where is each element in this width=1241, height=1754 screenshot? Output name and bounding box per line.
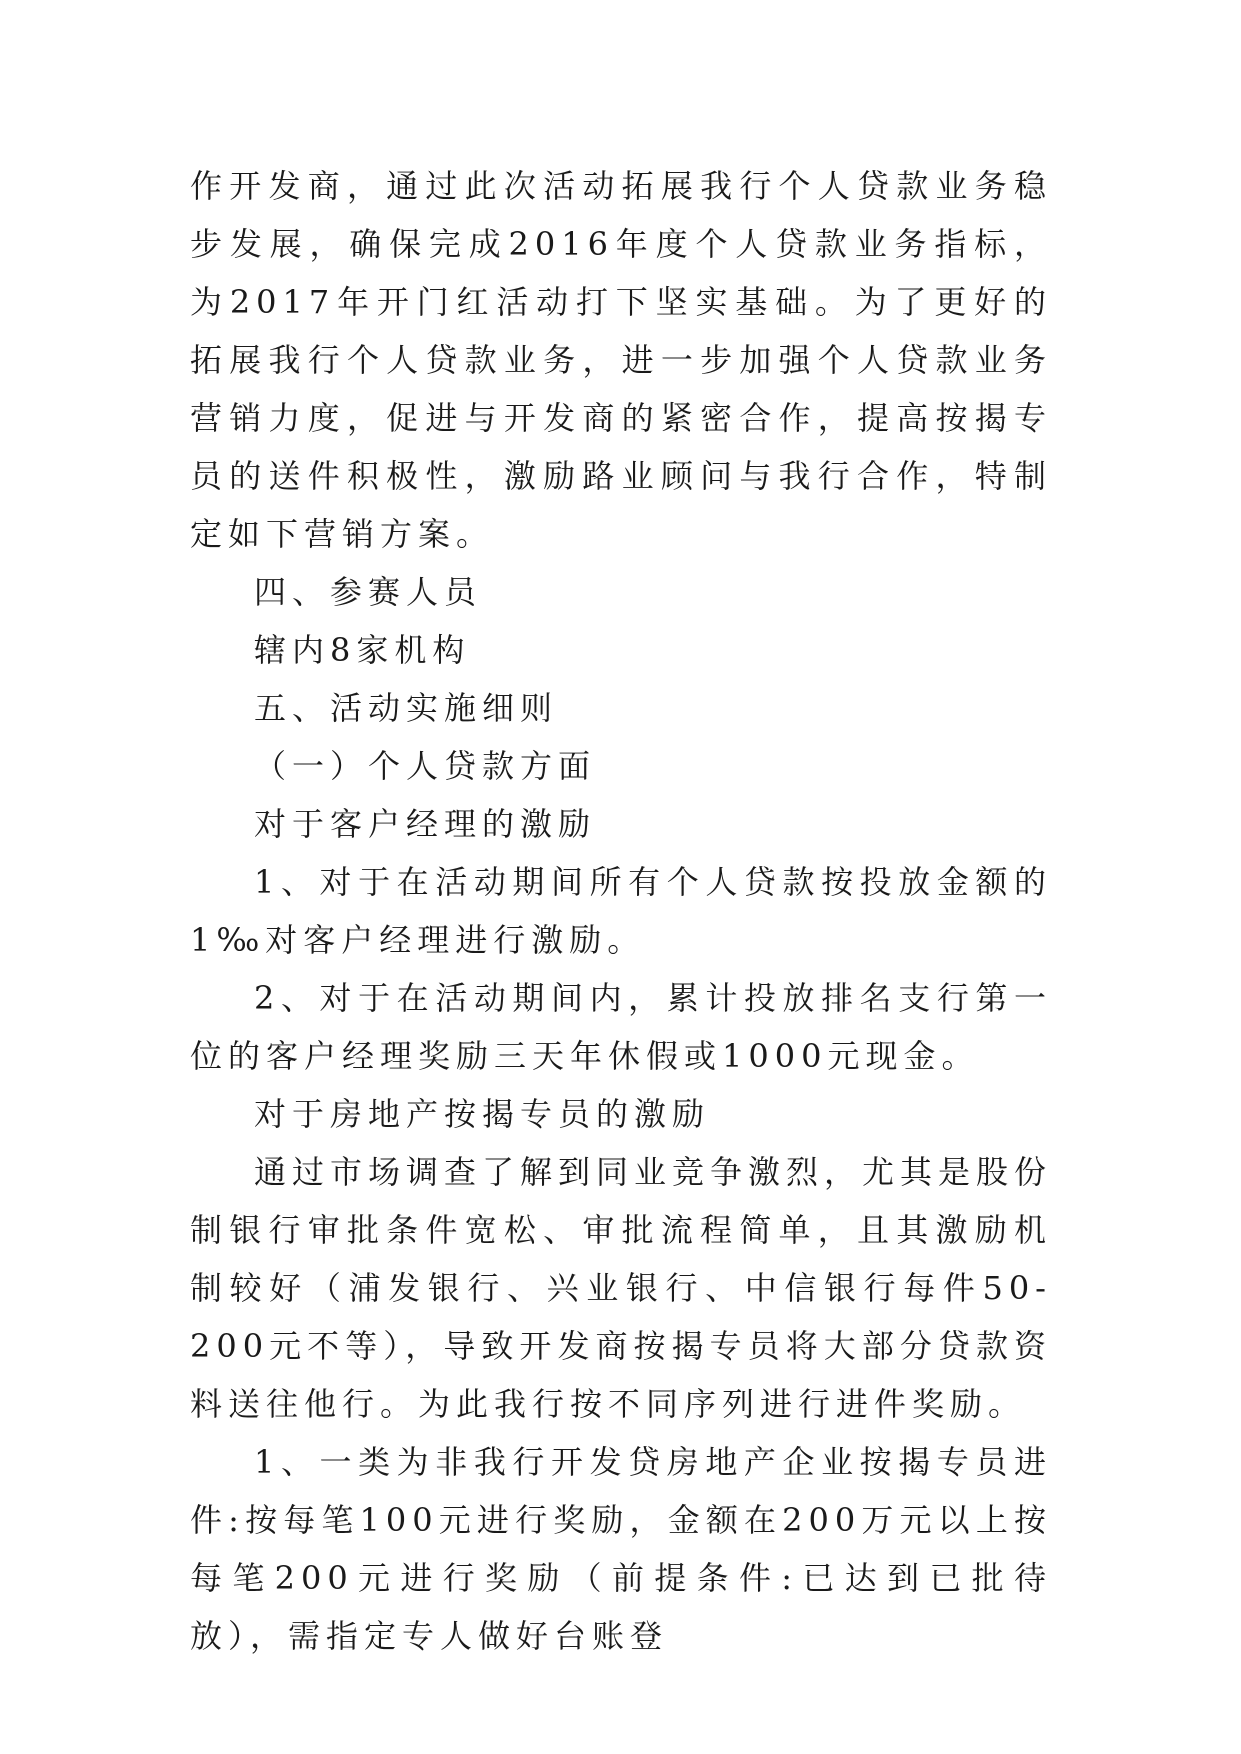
paragraph-manager-rule-1: 1、对于在活动期间所有个人贷款按投放金额的1‰对客户经理进行激励。 [190, 863, 1052, 959]
paragraph-market-research: 通过市场调查了解到同业竞争激烈，尤其是股份制银行审批条件宽松、审批流程简单，且其激励机制较好（浦发银行、兴业银行、中信银行每件50-200元不等），导致开发商按揭专员将大部分贷款资料送往他行。为此我行按不同序列进行进件奖励。 [190, 1153, 1053, 1423]
heading-implementation: 五、活动实施细则 [254, 689, 559, 727]
subheading-manager-incentive: 对于客户经理的激励 [254, 805, 597, 843]
subheading-mortgage-specialist-incentive: 对于房地产按揭专员的激励 [254, 1095, 711, 1133]
paragraph-intro: 作开发商，通过此次活动拓展我行个人贷款业务稳步发展，确保完成2016年度个人贷款业务指标，为2017年开门红活动打下坚实基础。为了更好的拓展我行个人贷款业务，进一步加强个人贷款业务营销力度，促进与开发商的紧密合作，提高按揭专员的送件积极性，激励路业顾问与我行合作，特制定如下营销方案。 [190, 167, 1052, 553]
subheading-personal-loans: （一）个人贷款方面 [254, 747, 597, 785]
paragraph-manager-rule-2: 2、对于在活动期间内，累计投放排名支行第一位的客户经理奖励三天年休假或1000元现金。 [190, 979, 1052, 1075]
heading-participants: 四、参赛人员 [254, 573, 483, 611]
document-body [190, 157, 1052, 1665]
paragraph-participants: 辖内8家机构 [254, 631, 471, 669]
paragraph-specialist-rule-1: 1、一类为非我行开发贷房地产企业按揭专员进件:按每笔100元进行奖励，金额在200万元以上按每笔200元进行奖励（前提条件:已达到已批待放），需指定专人做好台账登 [190, 1443, 1052, 1655]
